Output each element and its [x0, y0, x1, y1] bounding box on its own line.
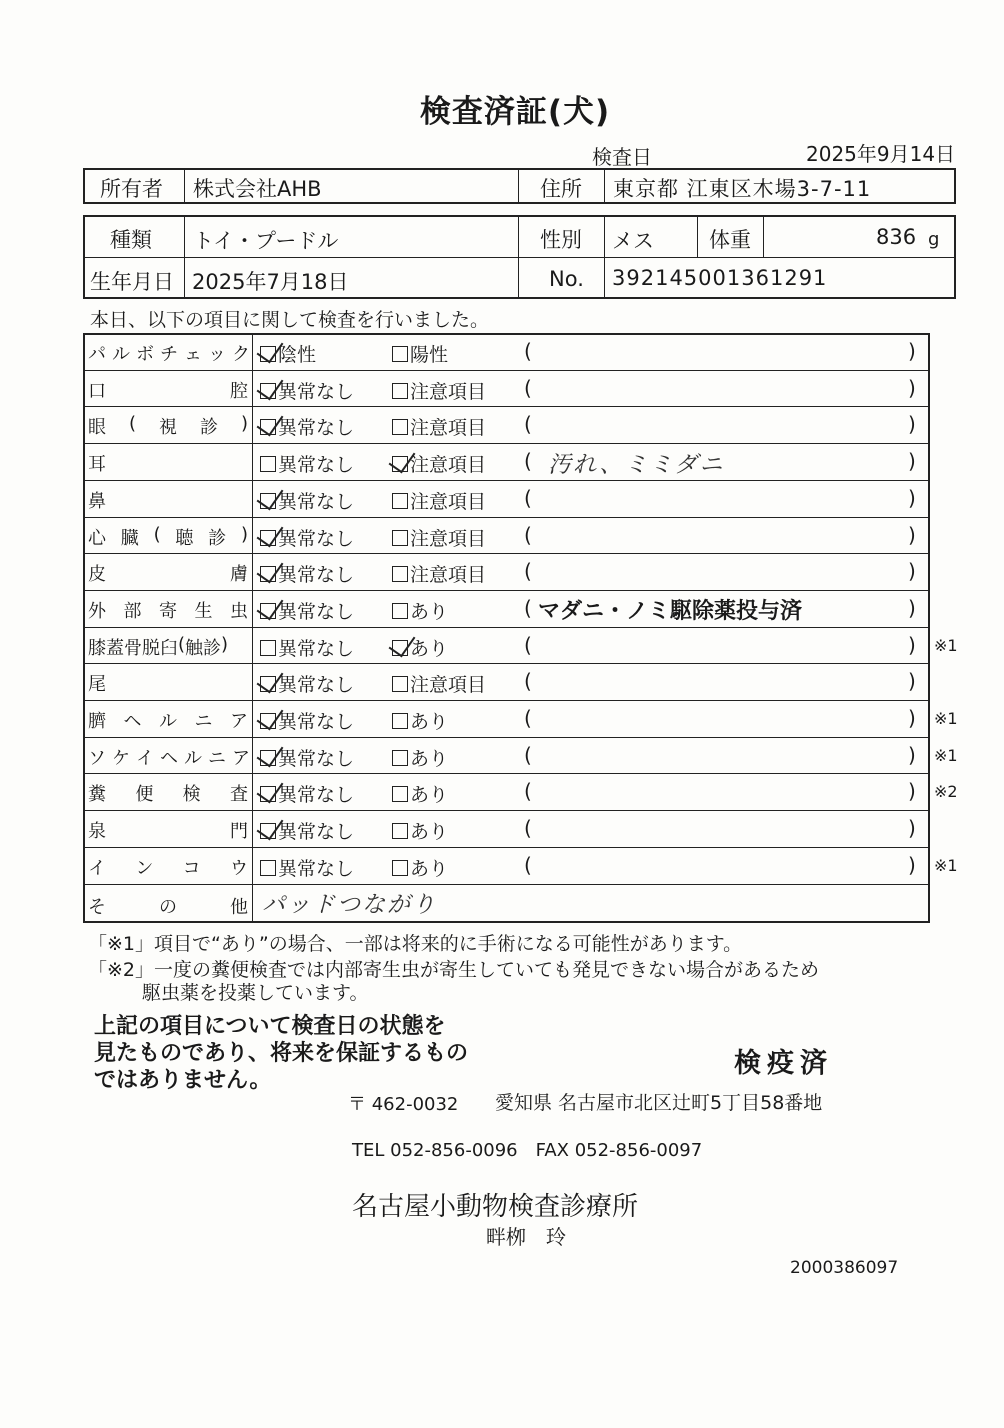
row-divider: [83, 480, 930, 481]
checkbox-icon[interactable]: [392, 676, 408, 692]
checkbox-icon[interactable]: [392, 383, 408, 399]
row-divider: [83, 847, 930, 848]
footnote-2-line-1: 「※2」一度の糞便検査では内部寄生虫が寄生していても発見できない場合があるため: [88, 959, 820, 981]
option-2-text: 注意項目: [410, 528, 487, 550]
option-2-text: あり: [410, 601, 449, 623]
checkbox-icon[interactable]: [260, 640, 276, 656]
close-paren: ): [908, 633, 916, 657]
footnote-mark: ※1: [934, 636, 958, 655]
page-title: 検査済証(犬): [419, 94, 611, 130]
checkbox-icon[interactable]: [392, 750, 408, 766]
option-1[interactable]: [260, 744, 354, 771]
option-1[interactable]: [260, 817, 354, 844]
row-divider: [83, 627, 930, 628]
option-2-text: あり: [410, 821, 449, 843]
row-divider: [83, 700, 930, 701]
exam-date-label: 検査日: [592, 145, 652, 169]
open-paren: (: [524, 376, 532, 400]
checkbox-icon[interactable]: [260, 823, 276, 839]
row-label: 口 腔: [88, 381, 248, 402]
checkbox-icon[interactable]: [392, 640, 408, 656]
breed-label: 種類: [110, 228, 152, 252]
option-2[interactable]: [392, 670, 486, 697]
option-2-text: あり: [410, 638, 449, 660]
option-2[interactable]: [392, 707, 448, 734]
row-divider: [83, 517, 930, 518]
option-1-text: 異常なし: [278, 674, 355, 696]
close-paren: ): [908, 559, 916, 583]
open-paren: (: [524, 816, 532, 840]
option-1-text: 異常なし: [278, 748, 355, 770]
checkbox-icon[interactable]: [260, 419, 276, 435]
birth-value: 2025年7月18日: [192, 270, 349, 294]
checkbox-icon[interactable]: [260, 530, 276, 546]
address-value: 東京都 江東区木場3-7-11: [613, 177, 872, 201]
option-2[interactable]: [392, 780, 448, 807]
sex-label: 性別: [540, 228, 582, 252]
row-label: ソ ケ イ ヘ ル ニ ア: [88, 748, 256, 769]
close-paren: ): [908, 743, 916, 767]
weight-label: 体重: [709, 228, 751, 252]
row-label: 尾: [88, 674, 106, 695]
option-1[interactable]: [260, 634, 354, 661]
option-2[interactable]: [392, 413, 486, 440]
option-1[interactable]: [260, 780, 354, 807]
address-label: 住所: [540, 177, 582, 201]
checkbox-icon[interactable]: [260, 566, 276, 582]
checkbox-icon[interactable]: [260, 456, 276, 472]
open-paren: (: [524, 449, 532, 473]
option-2-text: あり: [410, 858, 449, 880]
quarantine-stamp: 検疫済: [734, 1048, 833, 1079]
row-label: 臍 ヘ ル ニ ア: [88, 711, 248, 732]
option-1[interactable]: [260, 707, 354, 734]
close-paren: ): [908, 596, 916, 620]
option-1-text: 異常なし: [278, 564, 355, 586]
open-paren: (: [524, 596, 532, 620]
open-paren: (: [524, 339, 532, 363]
option-1-text: 異常なし: [278, 417, 355, 439]
checkbox-icon[interactable]: [392, 456, 408, 472]
row-note: マダニ・ノミ駆除薬投与済: [538, 599, 803, 624]
clinic-phone-fax: TEL 052-856-0096 FAX 052-856-0097: [352, 1140, 703, 1161]
checkbox-icon[interactable]: [392, 823, 408, 839]
close-paren: ): [908, 339, 916, 363]
checkbox-icon[interactable]: [260, 786, 276, 802]
option-2-text: あり: [410, 711, 449, 733]
option-2-text: あり: [410, 748, 449, 770]
option-2-text: 注意項目: [410, 417, 487, 439]
intro-text: 本日、以下の項目に関して検査を行いました。: [90, 309, 490, 331]
open-paren: (: [524, 853, 532, 877]
other-value: パッドつながり: [262, 892, 437, 918]
checkbox-icon[interactable]: [260, 493, 276, 509]
close-paren: ): [908, 523, 916, 547]
open-paren: (: [524, 559, 532, 583]
owner-label: 所有者: [100, 177, 163, 201]
option-1[interactable]: [260, 377, 354, 404]
option-2-text: 注意項目: [410, 381, 487, 403]
vet-name: 畔栁 玲: [486, 1225, 566, 1249]
no-label: No.: [549, 267, 584, 291]
footnote-2-line-2: 駆虫薬を投薬しています。: [142, 982, 369, 1004]
option-2[interactable]: [392, 524, 486, 551]
close-paren: ): [908, 449, 916, 473]
footnote-1: 「※1」項目で“あり”の場合、一部は将来的に手術になる可能性があります。: [88, 933, 743, 955]
weight-unit: g: [928, 229, 940, 250]
row-divider: [83, 737, 930, 738]
option-1-text: 異常なし: [278, 601, 355, 623]
close-paren: ): [908, 486, 916, 510]
column-divider: [252, 333, 253, 923]
open-paren: (: [524, 743, 532, 767]
option-1-text: 異常なし: [278, 454, 355, 476]
row-divider: [83, 406, 930, 407]
option-2[interactable]: [392, 597, 448, 624]
option-2[interactable]: [392, 450, 486, 477]
checkbox-icon[interactable]: [260, 346, 276, 362]
option-1[interactable]: [260, 560, 354, 587]
disclaimer-line-2: 見たものであり、将来を保証するもの: [94, 1041, 469, 1066]
checkbox-icon[interactable]: [392, 419, 408, 435]
row-label: 糞 便 検 査: [88, 784, 248, 805]
option-2-text: 注意項目: [410, 564, 487, 586]
clinic-name: 名古屋小動物検査診療所: [352, 1192, 639, 1222]
option-1[interactable]: [260, 670, 354, 697]
disclaimer-line-3: ではありません。: [94, 1068, 272, 1093]
close-paren: ): [908, 669, 916, 693]
option-1[interactable]: [260, 413, 354, 440]
owner-value: 株式会社AHB: [193, 177, 322, 201]
checkbox-icon[interactable]: [392, 713, 408, 729]
close-paren: ): [908, 376, 916, 400]
open-paren: (: [524, 669, 532, 693]
checkbox-icon[interactable]: [392, 493, 408, 509]
option-2[interactable]: [392, 487, 486, 514]
option-2-text: 注意項目: [410, 491, 487, 513]
open-paren: (: [524, 633, 532, 657]
breed-value: トイ・プードル: [193, 229, 339, 253]
clinic-postal: 〒 462-0032: [348, 1094, 459, 1115]
open-paren: (: [524, 486, 532, 510]
row-divider: [83, 663, 930, 664]
checkbox-icon[interactable]: [392, 786, 408, 802]
weight-value: 836: [876, 225, 917, 249]
option-1-text: 異常なし: [278, 858, 355, 880]
option-1[interactable]: [260, 524, 354, 551]
row-label: イ ン コ ウ: [88, 858, 248, 879]
option-1-text: 異常なし: [278, 381, 355, 403]
option-1-text: 異常なし: [278, 821, 355, 843]
disclaimer-line-1: 上記の項目について検査日の状態を: [94, 1014, 446, 1039]
checkbox-icon[interactable]: [392, 603, 408, 619]
checkbox-icon[interactable]: [260, 383, 276, 399]
row-divider: [83, 443, 930, 444]
option-2[interactable]: [392, 377, 486, 404]
option-1-text: 異常なし: [278, 491, 355, 513]
close-paren: ): [908, 412, 916, 436]
document-number: 2000386097: [790, 1258, 899, 1278]
exam-date: 2025年9月14日: [806, 142, 956, 166]
row-label: 膝 蓋 骨 脱 臼 ( 触 診 ): [88, 634, 229, 659]
row-label: パ ル ボ チ ェ ッ ク: [88, 344, 256, 365]
footnote-mark: ※1: [934, 746, 958, 765]
option-1[interactable]: [260, 450, 354, 477]
clinic-address: 愛知県 名古屋市北区辻町5丁目58番地: [495, 1092, 823, 1114]
open-paren: (: [524, 706, 532, 730]
checkbox-icon[interactable]: [260, 750, 276, 766]
option-2[interactable]: [392, 744, 448, 771]
open-paren: (: [524, 779, 532, 803]
option-1[interactable]: [260, 854, 354, 881]
option-1-text: 異常なし: [278, 711, 355, 733]
option-1[interactable]: [260, 487, 354, 514]
checkbox-icon[interactable]: [260, 676, 276, 692]
option-1-text: 異常なし: [278, 638, 355, 660]
row-label: 泉 門: [88, 821, 248, 842]
birth-label: 生年月日: [90, 270, 174, 294]
option-2-text: あり: [410, 784, 449, 806]
checkbox-icon[interactable]: [392, 566, 408, 582]
checkbox-icon[interactable]: [392, 860, 408, 876]
option-1[interactable]: [260, 340, 316, 367]
close-paren: ): [908, 816, 916, 840]
microchip-number: 392145001361291: [612, 266, 828, 290]
row-divider: [83, 810, 930, 811]
footnote-mark: ※2: [934, 782, 958, 801]
option-1-text: 異常なし: [278, 528, 355, 550]
option-2-text: 注意項目: [410, 454, 487, 476]
option-1-text: 異常なし: [278, 784, 355, 806]
row-divider: [83, 370, 930, 371]
row-divider: [83, 590, 930, 591]
close-paren: ): [908, 779, 916, 803]
footnote-mark: ※1: [934, 709, 958, 728]
checkbox-icon[interactable]: [392, 530, 408, 546]
row-label: 外 部 寄 生 虫: [88, 601, 248, 622]
option-1-text: 陰性: [278, 344, 317, 366]
open-paren: (: [524, 412, 532, 436]
close-paren: ): [908, 853, 916, 877]
row-label: 鼻: [88, 491, 106, 512]
row-divider: [83, 553, 930, 554]
option-2[interactable]: [392, 854, 448, 881]
checkbox-icon[interactable]: [260, 603, 276, 619]
other-label: そ の 他: [88, 897, 248, 918]
row-label: 皮 膚: [88, 564, 248, 585]
checkbox-icon[interactable]: [260, 713, 276, 729]
option-2[interactable]: [392, 817, 448, 844]
option-2[interactable]: [392, 634, 448, 661]
checkbox-icon[interactable]: [392, 346, 408, 362]
option-2[interactable]: [392, 340, 448, 367]
checkbox-icon[interactable]: [260, 860, 276, 876]
sex-value: メス: [612, 229, 654, 253]
row-divider: [83, 773, 930, 774]
option-2-text: 陽性: [410, 344, 449, 366]
option-2[interactable]: [392, 560, 486, 587]
close-paren: ): [908, 706, 916, 730]
option-2-text: 注意項目: [410, 674, 487, 696]
option-1[interactable]: [260, 597, 354, 624]
row-label: 耳: [88, 454, 106, 475]
row-label: 心 臓 ( 聴 診 ): [88, 524, 248, 549]
row-label: 眼 ( 視 診 ): [88, 413, 248, 438]
row-divider: [83, 884, 930, 885]
row-note: 汚れ、ミミダニ: [548, 452, 725, 478]
open-paren: (: [524, 523, 532, 547]
footnote-mark: ※1: [934, 856, 958, 875]
